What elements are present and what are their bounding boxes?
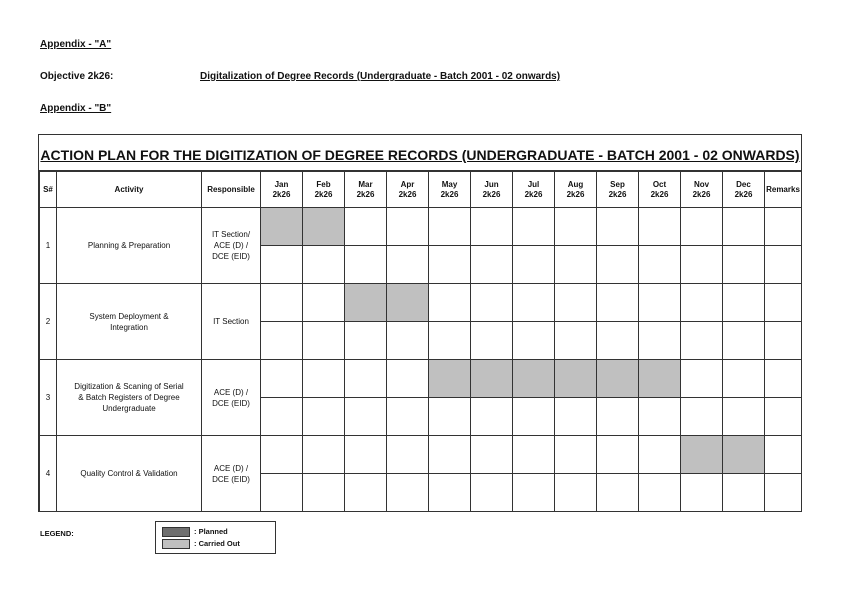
month-cell: [303, 360, 345, 398]
month-cell: [513, 474, 555, 512]
month-name: Sep: [610, 179, 625, 189]
responsible-line: ACE (D) /: [213, 387, 249, 397]
month-cell: [387, 436, 429, 474]
remarks-cell: [765, 246, 802, 284]
month-year: 2k26: [398, 189, 417, 199]
month-header-aug: [555, 172, 597, 208]
month-cell: [513, 284, 555, 322]
table-row: [40, 436, 802, 474]
responsible-cell: [202, 360, 261, 436]
carried-out-cell: [345, 284, 387, 322]
month-cell: [345, 436, 387, 474]
month-cell: [471, 436, 513, 474]
month-cell: [513, 208, 555, 246]
activity-line: Undergraduate: [102, 404, 156, 413]
responsible-header: Responsible: [202, 172, 261, 208]
objective-label: Objective 2k26:: [40, 71, 114, 82]
month-cell: [681, 246, 723, 284]
month-cell: [597, 208, 639, 246]
carried-out-swatch: [162, 539, 190, 549]
month-header-jun: [471, 172, 513, 208]
month-cell: [723, 360, 765, 398]
month-cell: [429, 322, 471, 360]
month-cell: [429, 284, 471, 322]
activity-cell: [57, 208, 202, 284]
responsible-line: DCE (EID): [212, 398, 250, 408]
month-cell: [681, 208, 723, 246]
month-cell: [639, 246, 681, 284]
month-cell: [429, 208, 471, 246]
table-row: [40, 208, 802, 246]
month-year: 2k26: [524, 189, 543, 199]
carried-out-cell: [429, 360, 471, 398]
month-header-may: [429, 172, 471, 208]
month-cell: [555, 436, 597, 474]
month-header-nov: [681, 172, 723, 208]
month-cell: [597, 284, 639, 322]
month-cell: [597, 398, 639, 436]
month-cell: [261, 322, 303, 360]
month-header-feb: [303, 172, 345, 208]
month-name: Mar: [358, 179, 373, 189]
header-row: [40, 172, 802, 208]
month-cell: [471, 322, 513, 360]
month-name: Oct: [652, 179, 667, 189]
carried-out-cell: [387, 284, 429, 322]
month-name: Apr: [400, 179, 415, 189]
month-cell: [639, 284, 681, 322]
month-cell: [345, 322, 387, 360]
row-number: 3: [40, 360, 57, 436]
month-cell: [429, 474, 471, 512]
month-cell: [429, 436, 471, 474]
month-cell: [723, 208, 765, 246]
month-cell: [303, 436, 345, 474]
month-cell: [471, 398, 513, 436]
month-cell: [387, 360, 429, 398]
remarks-cell: [765, 322, 802, 360]
responsible-cell: [202, 284, 261, 360]
month-name: Aug: [567, 179, 584, 189]
month-cell: [387, 398, 429, 436]
month-header-mar: [345, 172, 387, 208]
month-cell: [513, 398, 555, 436]
month-header-jan: [261, 172, 303, 208]
activity-line: System Deployment &: [89, 311, 169, 321]
month-cell: [639, 322, 681, 360]
responsible-line: IT Section/: [211, 230, 251, 239]
month-year: 2k26: [314, 189, 333, 199]
activity-cell: [57, 436, 202, 512]
table-row: [40, 360, 802, 398]
month-cell: [261, 284, 303, 322]
remarks-cell: [765, 474, 802, 512]
month-header-dec: [723, 172, 765, 208]
remarks-cell: [765, 208, 802, 246]
appendix-a-heading: Appendix - "A": [40, 39, 112, 50]
month-cell: [723, 246, 765, 284]
month-header-oct: [639, 172, 681, 208]
responsible-line: ACE (D) /: [213, 463, 249, 473]
remarks-cell: [765, 284, 802, 322]
month-cell: [387, 322, 429, 360]
month-cell: [471, 284, 513, 322]
month-cell: [471, 474, 513, 512]
plan-table: [39, 171, 802, 512]
month-cell: [345, 246, 387, 284]
responsible-line: DCE (EID): [212, 474, 250, 484]
remarks-header: Remarks: [765, 172, 802, 208]
plan-title: ACTION PLAN FOR THE DIGITIZATION OF DEGREE RECORDS (UNDERGRADUATE - BATCH 2001 - 02 ONWARDS): [39, 135, 801, 171]
responsible-cell: [202, 436, 261, 512]
month-cell: [429, 398, 471, 436]
appendix-b-heading: Appendix - "B": [40, 103, 112, 114]
month-cell: [681, 474, 723, 512]
month-cell: [345, 208, 387, 246]
month-year: 2k26: [272, 189, 291, 199]
activity-line: Quality Control & Validation: [80, 469, 178, 478]
month-cell: [639, 436, 681, 474]
carried-out-cell: [723, 436, 765, 474]
month-cell: [345, 360, 387, 398]
sno-header: S#: [40, 172, 57, 208]
planned-swatch: [162, 527, 190, 537]
month-year: 2k26: [440, 189, 459, 199]
month-cell: [513, 322, 555, 360]
month-cell: [723, 284, 765, 322]
remarks-cell: [765, 360, 802, 398]
carried-out-cell: [513, 360, 555, 398]
month-cell: [261, 360, 303, 398]
month-cell: [387, 474, 429, 512]
activity-line: Digitization & Scaning of Serial: [74, 382, 184, 391]
month-cell: [345, 474, 387, 512]
month-cell: [555, 246, 597, 284]
month-cell: [597, 322, 639, 360]
carried-out-cell: [639, 360, 681, 398]
month-name: Nov: [693, 179, 710, 189]
plan-body: [40, 208, 802, 512]
month-name: Jun: [484, 179, 499, 189]
month-cell: [681, 398, 723, 436]
remarks-cell: [765, 398, 802, 436]
month-cell: [513, 436, 555, 474]
month-header-sep: [597, 172, 639, 208]
month-year: 2k26: [356, 189, 375, 199]
carried-out-cell: [555, 360, 597, 398]
objective-text: Digitalization of Degree Records (Undergraduate - Batch 2001 - 02 onwards): [200, 71, 561, 82]
month-cell: [387, 246, 429, 284]
month-cell: [555, 398, 597, 436]
month-cell: [261, 246, 303, 284]
month-cell: [681, 322, 723, 360]
month-cell: [639, 208, 681, 246]
month-name: Jul: [527, 179, 540, 189]
month-cell: [303, 322, 345, 360]
planned-legend-text: : Planned: [194, 527, 228, 536]
month-cell: [261, 398, 303, 436]
month-header-apr: [387, 172, 429, 208]
row-number: 1: [40, 208, 57, 284]
responsible-line: ACE (D) /: [213, 241, 249, 250]
activity-line: Integration: [110, 322, 148, 332]
month-cell: [345, 398, 387, 436]
month-cell: [597, 474, 639, 512]
month-year: 2k26: [692, 189, 711, 199]
activity-header: Activity: [57, 172, 202, 208]
month-cell: [555, 208, 597, 246]
month-cell: [555, 322, 597, 360]
month-cell: [639, 474, 681, 512]
action-plan: [38, 134, 802, 512]
carried-out-cell: [597, 360, 639, 398]
month-cell: [555, 474, 597, 512]
carried-out-cell: [681, 436, 723, 474]
carried-out-cell: [471, 360, 513, 398]
month-cell: [261, 474, 303, 512]
carried-out-cell: [303, 208, 345, 246]
month-year: 2k26: [482, 189, 501, 199]
responsible-cell: [202, 208, 261, 284]
legend-label: LEGEND:: [40, 529, 74, 538]
month-cell: [387, 208, 429, 246]
activity-cell: [57, 360, 202, 436]
month-cell: [303, 284, 345, 322]
month-cell: [597, 246, 639, 284]
month-cell: [303, 398, 345, 436]
month-header-jul: [513, 172, 555, 208]
month-cell: [723, 322, 765, 360]
month-cell: [555, 284, 597, 322]
month-cell: [471, 246, 513, 284]
month-name: Jan: [274, 179, 289, 189]
month-name: May: [441, 179, 458, 189]
activity-line: & Batch Registers of Degree: [78, 393, 180, 402]
activity-line: Planning & Preparation: [87, 241, 171, 250]
month-cell: [597, 436, 639, 474]
month-cell: [639, 398, 681, 436]
month-year: 2k26: [650, 189, 669, 199]
month-name: Feb: [316, 179, 331, 189]
month-year: 2k26: [608, 189, 627, 199]
month-year: 2k26: [734, 189, 753, 199]
row-number: 4: [40, 436, 57, 512]
month-cell: [681, 360, 723, 398]
responsible-line: IT Section: [213, 317, 249, 326]
activity-cell: [57, 284, 202, 360]
month-name: Dec: [736, 179, 751, 189]
row-number: 2: [40, 284, 57, 360]
month-cell: [513, 246, 555, 284]
responsible-line: DCE (EID): [212, 252, 250, 261]
table-row: [40, 284, 802, 322]
month-cell: [471, 208, 513, 246]
month-cell: [303, 246, 345, 284]
month-cell: [723, 398, 765, 436]
carried-out-legend-text: : Carried Out: [194, 539, 240, 548]
month-cell: [261, 436, 303, 474]
month-cell: [681, 284, 723, 322]
month-cell: [429, 246, 471, 284]
month-cell: [303, 474, 345, 512]
remarks-cell: [765, 436, 802, 474]
legend: [155, 521, 276, 554]
month-cell: [723, 474, 765, 512]
month-year: 2k26: [566, 189, 585, 199]
carried-out-cell: [261, 208, 303, 246]
